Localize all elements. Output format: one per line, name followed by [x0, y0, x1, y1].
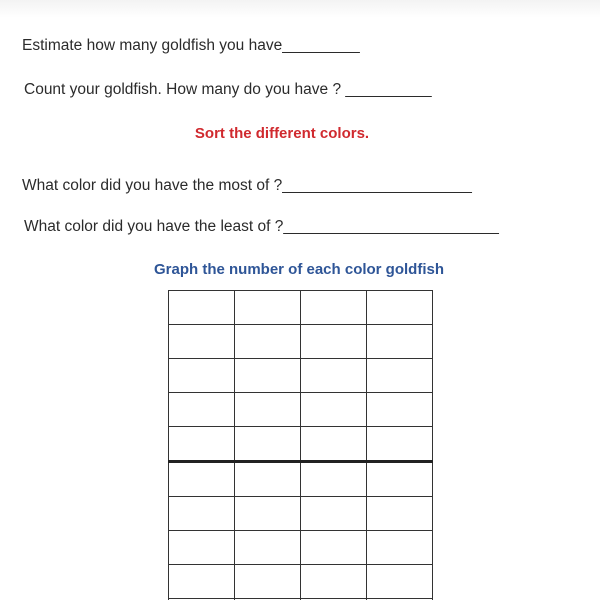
- grid-cell[interactable]: [235, 393, 301, 427]
- graph-heading: Graph the number of each color goldfish: [153, 261, 445, 278]
- grid-cell[interactable]: [169, 393, 235, 427]
- grid-cell[interactable]: [301, 325, 367, 359]
- grid-cell[interactable]: [301, 565, 367, 599]
- grid-cell[interactable]: [367, 427, 433, 462]
- grid-row: [169, 325, 433, 359]
- least-question: What color did you have the least of ?_________________________: [24, 218, 499, 235]
- grid-cell[interactable]: [169, 565, 235, 599]
- grid-cell[interactable]: [301, 427, 367, 462]
- grid-cell[interactable]: [169, 359, 235, 393]
- grid-cell[interactable]: [367, 531, 433, 565]
- grid-cell[interactable]: [235, 462, 301, 497]
- top-fade: [0, 0, 600, 18]
- sort-heading: Sort the different colors.: [194, 125, 370, 142]
- grid-row: [169, 531, 433, 565]
- grid-cell[interactable]: [301, 359, 367, 393]
- grid-cell[interactable]: [367, 565, 433, 599]
- grid-row: [169, 497, 433, 531]
- grid-cell[interactable]: [301, 393, 367, 427]
- grid-cell[interactable]: [367, 497, 433, 531]
- grid-cell[interactable]: [169, 462, 235, 497]
- grid-cell[interactable]: [367, 291, 433, 325]
- grid-cell[interactable]: [301, 291, 367, 325]
- grid-cell[interactable]: [367, 325, 433, 359]
- grid-row: [169, 427, 433, 462]
- grid-cell[interactable]: [301, 531, 367, 565]
- grid-cell[interactable]: [235, 359, 301, 393]
- graph-grid: [168, 290, 429, 600]
- grid-cell[interactable]: [169, 497, 235, 531]
- grid-cell[interactable]: [235, 565, 301, 599]
- grid-row: [169, 462, 433, 497]
- grid-row: [169, 393, 433, 427]
- estimate-question: Estimate how many goldfish you have_________: [22, 37, 360, 54]
- grid-cell[interactable]: [367, 393, 433, 427]
- grid-cell[interactable]: [235, 427, 301, 462]
- grid-row: [169, 359, 433, 393]
- grid-cell[interactable]: [367, 359, 433, 393]
- most-question: What color did you have the most of ?______________________: [22, 177, 472, 194]
- grid-cell[interactable]: [301, 462, 367, 497]
- grid-cell[interactable]: [169, 427, 235, 462]
- grid-cell[interactable]: [235, 497, 301, 531]
- grid-cell[interactable]: [235, 531, 301, 565]
- grid-row: [169, 565, 433, 599]
- grid-cell[interactable]: [301, 497, 367, 531]
- grid-cell[interactable]: [235, 325, 301, 359]
- grid-cell[interactable]: [367, 462, 433, 497]
- grid-cell[interactable]: [235, 291, 301, 325]
- grid-cell[interactable]: [169, 531, 235, 565]
- grid-row: [169, 291, 433, 325]
- grid-cell[interactable]: [169, 291, 235, 325]
- count-question: Count your goldfish. How many do you have ? __________: [24, 81, 432, 98]
- grid-cell[interactable]: [169, 325, 235, 359]
